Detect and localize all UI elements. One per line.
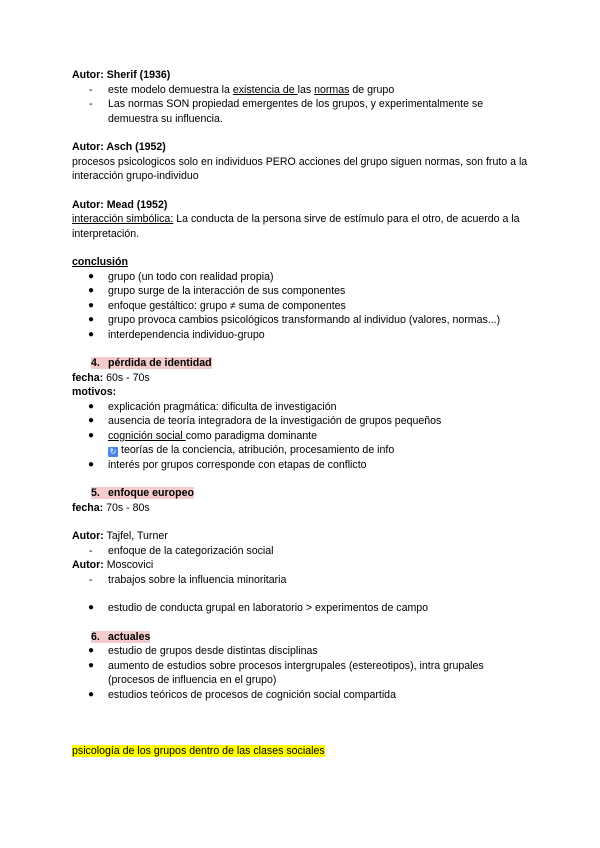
autor-moscovici-line: Autor: Moscovici: [72, 559, 154, 571]
list-item: - Las normas SON propiedad emergentes de los grupos, y experimentalmente se demuestra su influencia.: [89, 98, 484, 125]
bullet-icon: ●: [88, 645, 95, 656]
dash-bullet: -: [89, 83, 93, 96]
list-item: - este modelo demuestra la existencia de las normas de grupo: [89, 83, 395, 96]
mead-paragraph: interacción simbólica: La conducta de la persona sirve de estímulo para el otro, de acuerdo a la interpretación.: [72, 213, 520, 240]
list-item: - enfoque de la categorización social: [89, 544, 274, 557]
bullet-icon: ●: [88, 328, 95, 340]
bullet-icon: ●: [88, 400, 95, 412]
bullet-icon: ●: [88, 688, 95, 700]
refresh-icon: ↻: [109, 447, 117, 456]
author-asch: Autor: Asch (1952): [72, 141, 166, 153]
list-item: ● interés por grupos corresponde con etapas de conflicto: [88, 458, 367, 471]
footer-note: psicología de los grupos dentro de las clases sociales: [72, 745, 325, 757]
dash-bullet: -: [89, 573, 93, 586]
section-6-heading: 6. actuales: [91, 630, 151, 643]
section-5-heading: 5. enfoque europeo: [91, 487, 194, 499]
list-item: ● estudios teóricos de procesos de cognición social compartida: [88, 688, 396, 701]
list-item: ● ausencia de teoría integradora de la investigación de grupos pequeños: [88, 415, 442, 427]
actuales-list: [72, 644, 532, 702]
list-item: ● grupo surge de la interacción de sus componentes: [88, 285, 346, 297]
author-mead: Autor: Mead (1952): [72, 198, 168, 211]
bullet-icon: ●: [88, 415, 95, 426]
list-item: ● estudio de grupos desde distintas disciplinas: [88, 645, 318, 657]
conclusion-list: [72, 270, 532, 343]
list-item: ● enfoque gestáltico: grupo ≠ suma de componentes: [88, 299, 346, 312]
motivos-label: motivos:: [72, 386, 117, 398]
list-item: ● grupo provoca cambios psicológicos transformando al individuo (valores, normas...): [88, 314, 501, 326]
underlined-term: cognición social: [108, 429, 186, 442]
dash-bullet: -: [89, 98, 93, 110]
document-page: [72, 68, 532, 759]
list-item: ● estudio de conducta grupal en laboratorio > experimentos de campo: [88, 602, 429, 614]
autor-tajfel-line: Autor: Tajfel, Turner: [72, 530, 168, 542]
moscovici-list: [72, 573, 532, 588]
list-item: - trabajos sobre la influencia minoritaria: [89, 573, 287, 586]
fecha-line: fecha: 70s - 80s: [72, 501, 150, 514]
list-item: ● cognición social como paradigma dominante ↻ teorías de la conciencia, atribución, procesamiento de info: [88, 429, 395, 456]
asch-paragraph: procesos psicologicos solo en individuos PERO acciones del grupo siguen normas, son fruto a la interacción grupo-individuo: [72, 155, 528, 182]
list-item: ● aumento de estudios sobre procesos intergrupales (estereotipos), intra grupales (procesos de influencia en el grupo): [88, 659, 484, 686]
bullet-icon: ●: [88, 659, 95, 671]
bullet-icon: ●: [88, 314, 95, 325]
list-item: ● interdependencia individuo-grupo: [88, 328, 265, 341]
bullet-icon: ●: [88, 299, 95, 311]
underlined-text: existencia de: [232, 83, 298, 96]
tajfel-list: [72, 544, 532, 559]
dash-bullet: -: [89, 544, 93, 557]
bullet-icon: ●: [88, 285, 95, 296]
bullet-icon: ●: [88, 602, 95, 613]
bullet-icon: ●: [88, 429, 95, 441]
motivos-list: [72, 400, 532, 473]
bullet-icon: ●: [88, 458, 95, 470]
list-item: ● explicación pragmática: dificulta de investigación: [88, 400, 337, 413]
sherif-list: [72, 83, 532, 127]
author-sherif: Autor: Sherif (1936): [72, 69, 171, 81]
list-item: ● grupo (un todo con realidad propia): [88, 270, 274, 283]
fecha-line: fecha: 60s - 70s: [72, 371, 150, 384]
section-4-heading: 4. pérdida de identidad: [91, 357, 212, 369]
underlined-term: interacción simbólica:: [72, 213, 174, 225]
bullet-icon: ●: [88, 270, 95, 282]
underlined-text: normas: [314, 83, 350, 96]
laboratorio-list: [72, 601, 532, 616]
conclusion-heading: conclusión: [72, 256, 128, 268]
